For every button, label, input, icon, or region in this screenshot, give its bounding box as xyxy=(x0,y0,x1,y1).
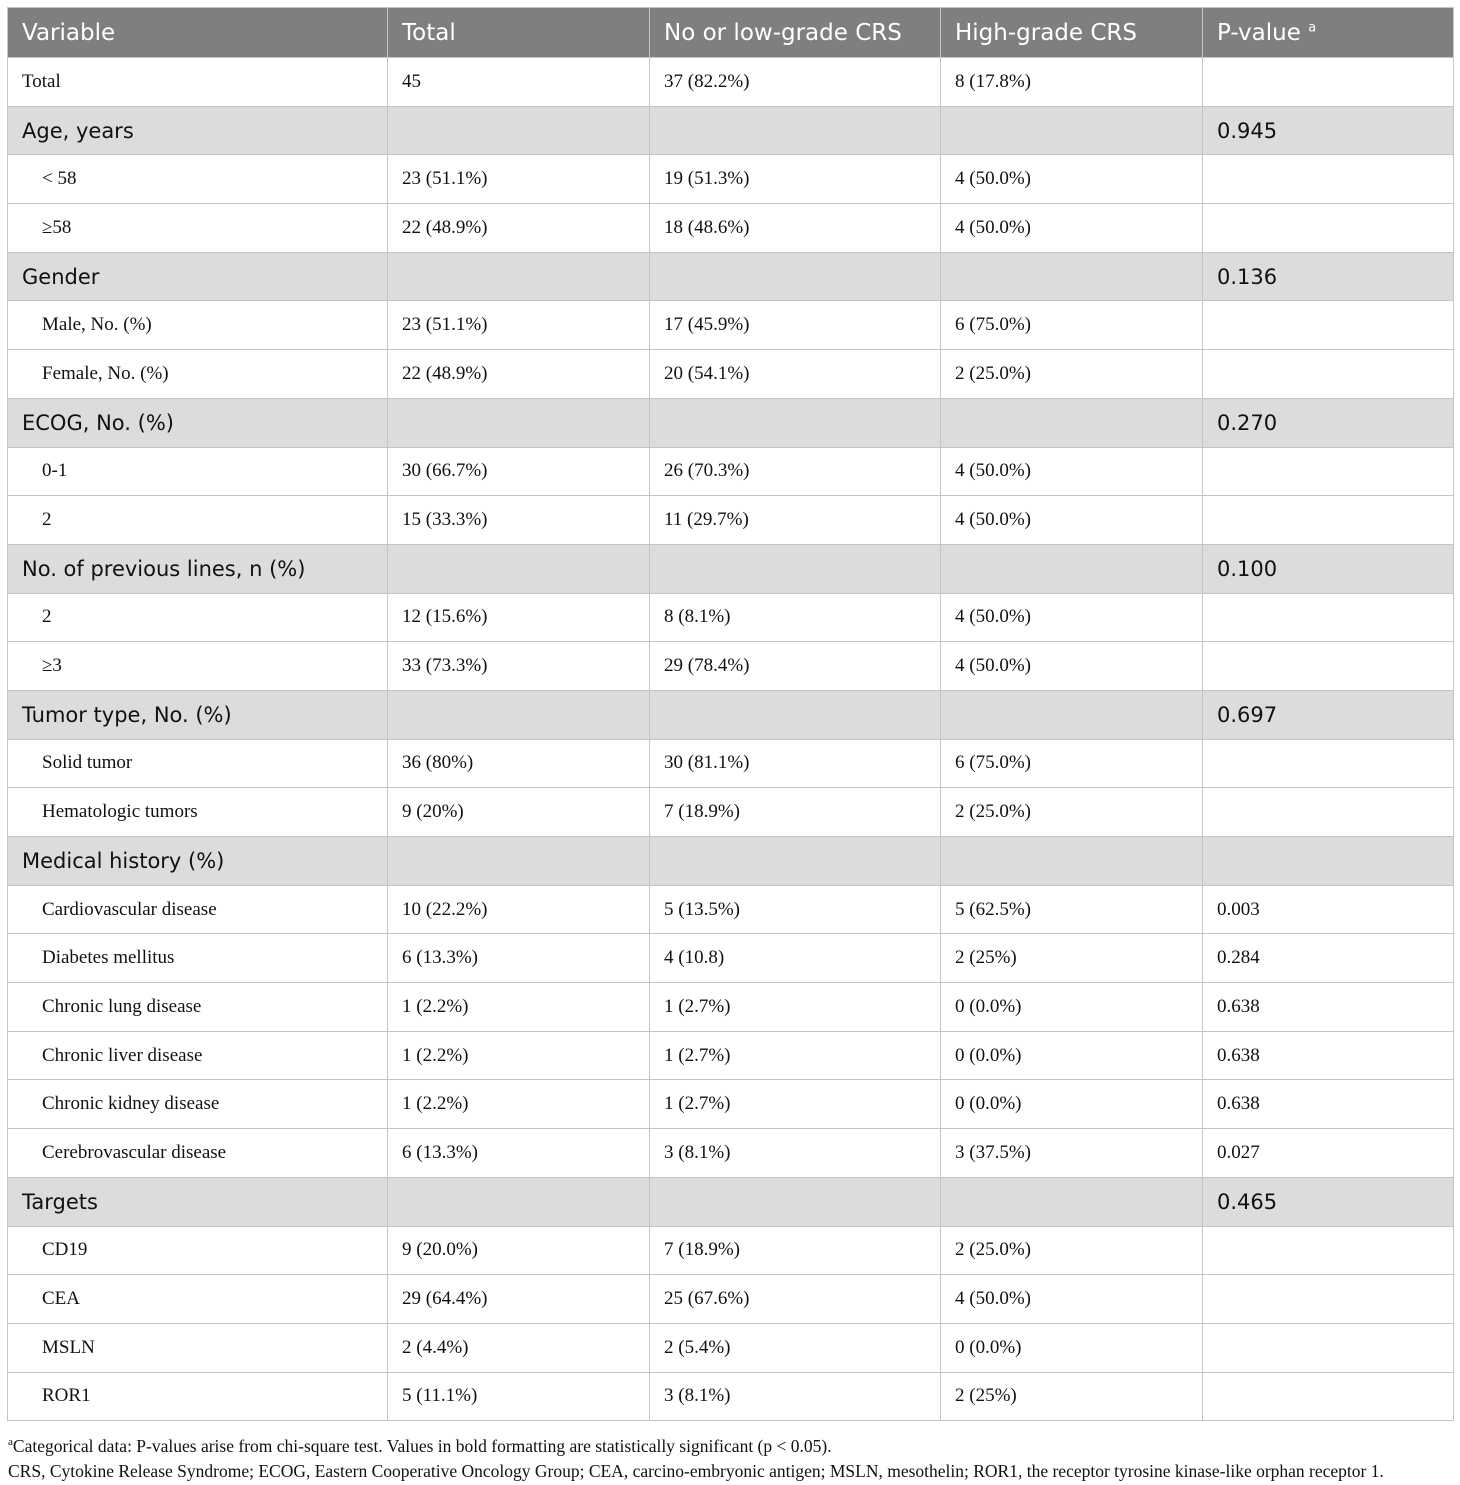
cell-variable: Gender xyxy=(8,252,388,301)
section-row xyxy=(8,837,1454,886)
cell-p-value xyxy=(1203,1275,1454,1324)
table-row xyxy=(8,593,1454,642)
table-footnotes xyxy=(8,1430,1384,1484)
cell-low-grade-crs: 11 (29.7%) xyxy=(650,496,941,545)
table-row xyxy=(8,1372,1454,1421)
cell-p-value: 0.638 xyxy=(1203,1080,1454,1129)
table-row xyxy=(8,204,1454,253)
header-total: Total xyxy=(388,8,650,58)
cell-high-grade-crs: 2 (25.0%) xyxy=(941,350,1203,399)
cell-low-grade-crs xyxy=(650,1177,941,1226)
table-body xyxy=(8,58,1454,1421)
cell-high-grade-crs: 4 (50.0%) xyxy=(941,155,1203,204)
cell-variable: CD19 xyxy=(8,1226,388,1275)
cell-total: 45 xyxy=(388,58,650,107)
footnote-a-text: Categorical data: P-values arise from chi-square test. Values in bold formatting are statistically significant (p < 0.05). xyxy=(12,1435,832,1456)
section-row xyxy=(8,398,1454,447)
cell-low-grade-crs: 3 (8.1%) xyxy=(650,1129,941,1178)
cell-variable: Targets xyxy=(8,1177,388,1226)
table-row xyxy=(8,739,1454,788)
footnote-marker: a xyxy=(1308,19,1317,35)
cell-high-grade-crs: 2 (25%) xyxy=(941,934,1203,983)
cell-variable: 0-1 xyxy=(8,447,388,496)
cell-high-grade-crs xyxy=(941,398,1203,447)
cell-total: 9 (20.0%) xyxy=(388,1226,650,1275)
cell-high-grade-crs xyxy=(941,837,1203,886)
cell-variable: Chronic lung disease xyxy=(8,983,388,1032)
header-high-grade-crs: High-grade CRS xyxy=(941,8,1203,58)
cell-variable: CEA xyxy=(8,1275,388,1324)
cell-total xyxy=(388,1177,650,1226)
cell-low-grade-crs: 25 (67.6%) xyxy=(650,1275,941,1324)
cell-total: 2 (4.4%) xyxy=(388,1323,650,1372)
cell-variable: ROR1 xyxy=(8,1372,388,1421)
cell-total: 33 (73.3%) xyxy=(388,642,650,691)
footnote-abbreviations: CRS, Cytokine Release Syndrome; ECOG, Eastern Cooperative Oncology Group; CEA, carcino-embryonic antigen; MSLN, mesothelin; ROR1, the receptor tyrosine kinase-like orphan receptor 1. xyxy=(8,1460,1384,1481)
cell-high-grade-crs: 8 (17.8%) xyxy=(941,58,1203,107)
cell-low-grade-crs: 30 (81.1%) xyxy=(650,739,941,788)
cell-low-grade-crs: 1 (2.7%) xyxy=(650,1080,941,1129)
cell-variable: ≥58 xyxy=(8,204,388,253)
cell-total: 30 (66.7%) xyxy=(388,447,650,496)
cell-p-value: 0.638 xyxy=(1203,983,1454,1032)
cell-variable: Cerebrovascular disease xyxy=(8,1129,388,1178)
table-row xyxy=(8,1129,1454,1178)
cell-p-value xyxy=(1203,58,1454,107)
header-p-value xyxy=(1203,8,1454,58)
cell-p-value xyxy=(1203,837,1454,886)
cell-high-grade-crs: 0 (0.0%) xyxy=(941,1031,1203,1080)
table-row xyxy=(8,788,1454,837)
cell-total: 6 (13.3%) xyxy=(388,934,650,983)
table-row xyxy=(8,1226,1454,1275)
table-row xyxy=(8,1031,1454,1080)
cell-total: 9 (20%) xyxy=(388,788,650,837)
cell-low-grade-crs xyxy=(650,837,941,886)
cell-total: 12 (15.6%) xyxy=(388,593,650,642)
cell-variable: ≥3 xyxy=(8,642,388,691)
header-low-grade-crs: No or low-grade CRS xyxy=(650,8,941,58)
cell-high-grade-crs xyxy=(941,544,1203,593)
cell-low-grade-crs: 29 (78.4%) xyxy=(650,642,941,691)
cell-high-grade-crs: 4 (50.0%) xyxy=(941,593,1203,642)
cell-total: 1 (2.2%) xyxy=(388,1080,650,1129)
cell-variable: 2 xyxy=(8,593,388,642)
cell-p-value: 0.100 xyxy=(1203,544,1454,593)
cell-low-grade-crs: 1 (2.7%) xyxy=(650,1031,941,1080)
cell-low-grade-crs: 5 (13.5%) xyxy=(650,885,941,934)
cell-p-value xyxy=(1203,496,1454,545)
cell-total: 15 (33.3%) xyxy=(388,496,650,545)
cell-variable: Cardiovascular disease xyxy=(8,885,388,934)
cell-p-value: 0.465 xyxy=(1203,1177,1454,1226)
cell-variable: MSLN xyxy=(8,1323,388,1372)
cell-low-grade-crs: 20 (54.1%) xyxy=(650,350,941,399)
cell-total: 22 (48.9%) xyxy=(388,204,650,253)
cell-low-grade-crs xyxy=(650,690,941,739)
table-row xyxy=(8,1275,1454,1324)
cell-high-grade-crs: 2 (25.0%) xyxy=(941,788,1203,837)
table-row xyxy=(8,496,1454,545)
cell-total: 23 (51.1%) xyxy=(388,301,650,350)
cell-total xyxy=(388,544,650,593)
cell-p-value: 0.027 xyxy=(1203,1129,1454,1178)
cell-p-value xyxy=(1203,739,1454,788)
cell-total: 6 (13.3%) xyxy=(388,1129,650,1178)
cell-variable: Diabetes mellitus xyxy=(8,934,388,983)
table-row xyxy=(8,301,1454,350)
cell-variable: Male, No. (%) xyxy=(8,301,388,350)
cell-low-grade-crs: 1 (2.7%) xyxy=(650,983,941,1032)
table-row xyxy=(8,350,1454,399)
cell-low-grade-crs xyxy=(650,544,941,593)
cell-variable: Chronic kidney disease xyxy=(8,1080,388,1129)
cell-total xyxy=(388,106,650,155)
table-row xyxy=(8,885,1454,934)
cell-variable: Medical history (%) xyxy=(8,837,388,886)
cell-low-grade-crs xyxy=(650,106,941,155)
table-row xyxy=(8,642,1454,691)
baseline-characteristics-table xyxy=(7,7,1454,1421)
cell-total xyxy=(388,837,650,886)
cell-low-grade-crs: 8 (8.1%) xyxy=(650,593,941,642)
cell-variable: Female, No. (%) xyxy=(8,350,388,399)
cell-p-value: 0.284 xyxy=(1203,934,1454,983)
table-row xyxy=(8,447,1454,496)
cell-p-value xyxy=(1203,447,1454,496)
section-row xyxy=(8,544,1454,593)
cell-variable: 2 xyxy=(8,496,388,545)
cell-low-grade-crs: 18 (48.6%) xyxy=(650,204,941,253)
table-row xyxy=(8,1080,1454,1129)
cell-p-value xyxy=(1203,350,1454,399)
cell-variable: Age, years xyxy=(8,106,388,155)
table-row xyxy=(8,934,1454,983)
cell-p-value xyxy=(1203,204,1454,253)
cell-total xyxy=(388,690,650,739)
cell-total: 1 (2.2%) xyxy=(388,1031,650,1080)
section-row xyxy=(8,252,1454,301)
cell-total: 5 (11.1%) xyxy=(388,1372,650,1421)
footnote-a xyxy=(8,1430,1384,1459)
cell-p-value xyxy=(1203,155,1454,204)
cell-low-grade-crs: 3 (8.1%) xyxy=(650,1372,941,1421)
cell-variable: Tumor type, No. (%) xyxy=(8,690,388,739)
footnote-a-marker: a xyxy=(8,1436,13,1448)
table-row xyxy=(8,155,1454,204)
cell-high-grade-crs: 2 (25.0%) xyxy=(941,1226,1203,1275)
cell-variable: Solid tumor xyxy=(8,739,388,788)
cell-high-grade-crs: 6 (75.0%) xyxy=(941,739,1203,788)
cell-p-value xyxy=(1203,301,1454,350)
cell-p-value: 0.945 xyxy=(1203,106,1454,155)
cell-total: 29 (64.4%) xyxy=(388,1275,650,1324)
section-row xyxy=(8,690,1454,739)
cell-p-value xyxy=(1203,642,1454,691)
cell-low-grade-crs: 17 (45.9%) xyxy=(650,301,941,350)
cell-total: 23 (51.1%) xyxy=(388,155,650,204)
cell-p-value: 0.270 xyxy=(1203,398,1454,447)
cell-low-grade-crs: 19 (51.3%) xyxy=(650,155,941,204)
cell-variable: Hematologic tumors xyxy=(8,788,388,837)
cell-p-value xyxy=(1203,1226,1454,1275)
cell-total: 10 (22.2%) xyxy=(388,885,650,934)
cell-variable: < 58 xyxy=(8,155,388,204)
cell-low-grade-crs: 7 (18.9%) xyxy=(650,788,941,837)
section-row xyxy=(8,106,1454,155)
table-row xyxy=(8,983,1454,1032)
cell-high-grade-crs xyxy=(941,252,1203,301)
cell-low-grade-crs: 26 (70.3%) xyxy=(650,447,941,496)
cell-high-grade-crs xyxy=(941,1177,1203,1226)
cell-total xyxy=(388,398,650,447)
cell-high-grade-crs: 4 (50.0%) xyxy=(941,447,1203,496)
cell-total: 36 (80%) xyxy=(388,739,650,788)
cell-p-value xyxy=(1203,1323,1454,1372)
cell-p-value xyxy=(1203,788,1454,837)
cell-low-grade-crs: 4 (10.8) xyxy=(650,934,941,983)
header-variable: Variable xyxy=(8,8,388,58)
cell-high-grade-crs: 4 (50.0%) xyxy=(941,1275,1203,1324)
section-row xyxy=(8,1177,1454,1226)
cell-high-grade-crs xyxy=(941,106,1203,155)
cell-high-grade-crs: 0 (0.0%) xyxy=(941,983,1203,1032)
cell-low-grade-crs xyxy=(650,252,941,301)
cell-high-grade-crs: 5 (62.5%) xyxy=(941,885,1203,934)
cell-high-grade-crs: 6 (75.0%) xyxy=(941,301,1203,350)
cell-low-grade-crs xyxy=(650,398,941,447)
cell-total: 1 (2.2%) xyxy=(388,983,650,1032)
cell-p-value xyxy=(1203,593,1454,642)
cell-high-grade-crs: 2 (25%) xyxy=(941,1372,1203,1421)
table-header-row xyxy=(8,8,1454,58)
cell-high-grade-crs: 0 (0.0%) xyxy=(941,1080,1203,1129)
table-row xyxy=(8,1323,1454,1372)
cell-variable: No. of previous lines, n (%) xyxy=(8,544,388,593)
header-p-value-label: P-value xyxy=(1217,19,1301,46)
cell-low-grade-crs: 2 (5.4%) xyxy=(650,1323,941,1372)
cell-p-value: 0.638 xyxy=(1203,1031,1454,1080)
cell-low-grade-crs: 37 (82.2%) xyxy=(650,58,941,107)
cell-high-grade-crs: 3 (37.5%) xyxy=(941,1129,1203,1178)
cell-variable: ECOG, No. (%) xyxy=(8,398,388,447)
cell-high-grade-crs: 4 (50.0%) xyxy=(941,496,1203,545)
cell-variable: Total xyxy=(8,58,388,107)
cell-total xyxy=(388,252,650,301)
cell-high-grade-crs xyxy=(941,690,1203,739)
cell-total: 22 (48.9%) xyxy=(388,350,650,399)
cell-high-grade-crs: 4 (50.0%) xyxy=(941,642,1203,691)
cell-high-grade-crs: 0 (0.0%) xyxy=(941,1323,1203,1372)
cell-variable: Chronic liver disease xyxy=(8,1031,388,1080)
cell-p-value: 0.136 xyxy=(1203,252,1454,301)
cell-p-value: 0.003 xyxy=(1203,885,1454,934)
cell-high-grade-crs: 4 (50.0%) xyxy=(941,204,1203,253)
table-row xyxy=(8,58,1454,107)
cell-p-value: 0.697 xyxy=(1203,690,1454,739)
cell-p-value xyxy=(1203,1372,1454,1421)
cell-low-grade-crs: 7 (18.9%) xyxy=(650,1226,941,1275)
